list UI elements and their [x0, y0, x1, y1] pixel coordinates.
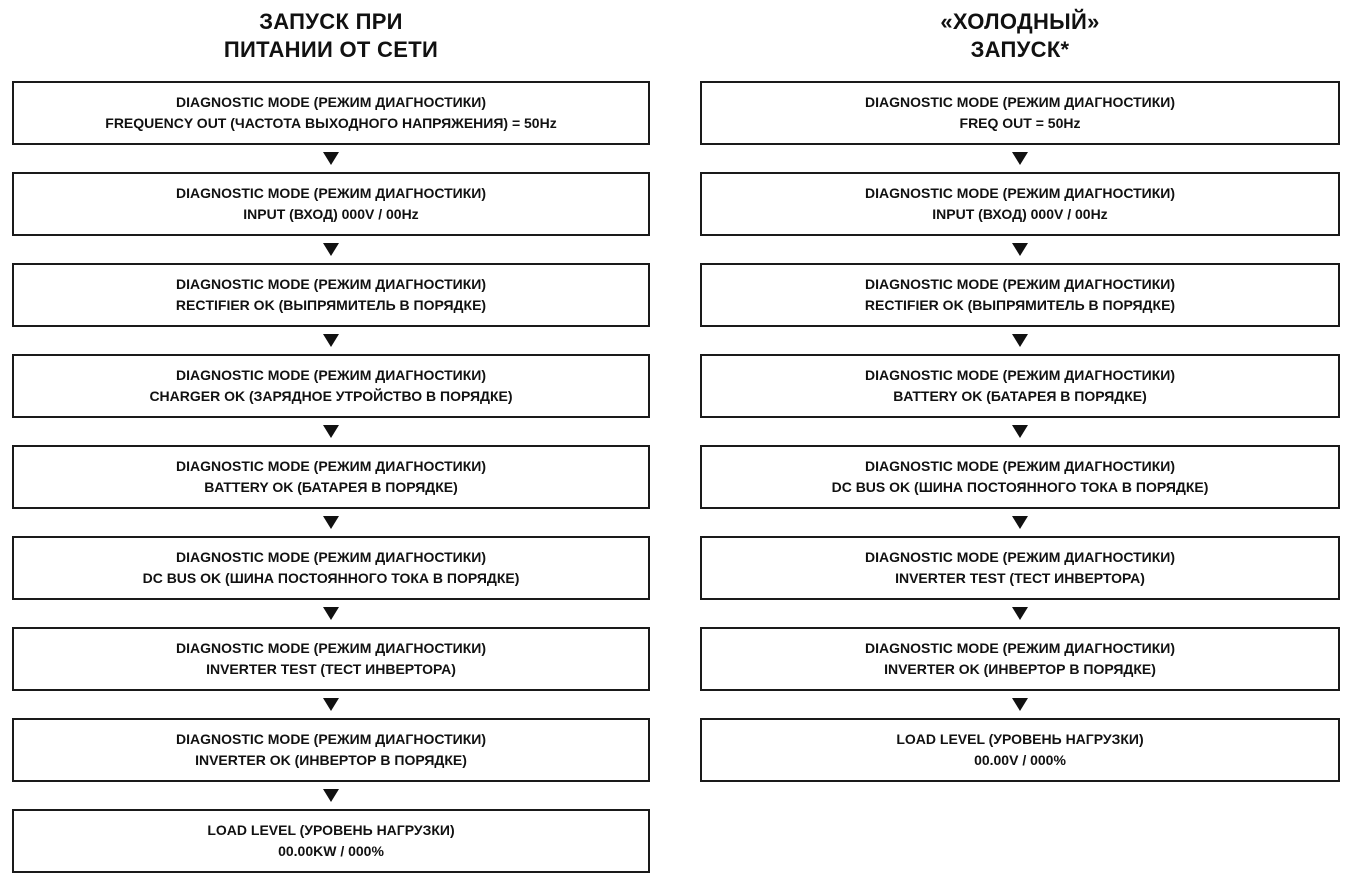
flow-step-box [12, 445, 650, 509]
step-line: INVERTER TEST (ТЕСТ ИНВЕРТОРА) [206, 661, 456, 677]
step-line: DIAGNOSTIC MODE (РЕЖИМ ДИАГНОСТИКИ) [864, 549, 1175, 565]
step-line: DIAGNOSTIC MODE (РЕЖИМ ДИАГНОСТИКИ) [864, 276, 1175, 292]
cold-startup-title [940, 0, 1099, 81]
flow-step-box [12, 354, 650, 418]
cold-startup-column [700, 0, 1340, 782]
down-arrow-icon [12, 782, 650, 809]
down-arrow-icon [700, 145, 1340, 172]
step-line: DIAGNOSTIC MODE (РЕЖИМ ДИАГНОСТИКИ) [864, 640, 1175, 656]
step-line: DIAGNOSTIC MODE (РЕЖИМ ДИАГНОСТИКИ) [175, 94, 486, 110]
title-line: «ХОЛОДНЫЙ» [940, 9, 1100, 34]
down-arrow-icon [12, 236, 650, 263]
step-line: INVERTER TEST (ТЕСТ ИНВЕРТОРА) [895, 570, 1145, 586]
down-arrow-icon [700, 691, 1340, 718]
mains-startup-title [224, 0, 438, 81]
step-line: RECTIFIER OK (ВЫПРЯМИТЕЛЬ В ПОРЯДКЕ) [175, 297, 487, 313]
step-line: CHARGER OK (ЗАРЯДНОЕ УТРОЙСТВО В ПОРЯДКЕ) [149, 388, 513, 404]
flow-step-box [12, 718, 650, 782]
title-line: ЗАПУСК ПРИ [259, 9, 403, 34]
flow-step-box [700, 354, 1340, 418]
flow-step-box [12, 627, 650, 691]
step-line: DIAGNOSTIC MODE (РЕЖИМ ДИАГНОСТИКИ) [175, 458, 486, 474]
step-line: DC BUS OK (ШИНА ПОСТОЯННОГО ТОКА В ПОРЯДКЕ) [142, 570, 520, 586]
down-arrow-icon [12, 509, 650, 536]
flow-step-box [12, 809, 650, 873]
step-line: FREQ OUT = 50Hz [959, 115, 1081, 131]
title-line: ЗАПУСК* [970, 37, 1070, 62]
step-line: DC BUS OK (ШИНА ПОСТОЯННОГО ТОКА В ПОРЯДКЕ) [831, 479, 1209, 495]
flow-step-box [700, 263, 1340, 327]
down-arrow-icon [12, 600, 650, 627]
step-line: DIAGNOSTIC MODE (РЕЖИМ ДИАГНОСТИКИ) [175, 640, 486, 656]
step-line: DIAGNOSTIC MODE (РЕЖИМ ДИАГНОСТИКИ) [864, 367, 1175, 383]
flow-step-box [700, 172, 1340, 236]
down-arrow-icon [700, 600, 1340, 627]
down-arrow-icon [12, 691, 650, 718]
step-line: LOAD LEVEL (УРОВЕНЬ НАГРУЗКИ) [207, 822, 455, 838]
step-line: INPUT (ВХОД) 000V / 00Hz [243, 206, 419, 222]
step-line: BATTERY OK (БАТАРЕЯ В ПОРЯДКЕ) [204, 479, 458, 495]
down-arrow-icon [12, 145, 650, 172]
flow-step-box [700, 81, 1340, 145]
flow-step-box [12, 536, 650, 600]
step-line: DIAGNOSTIC MODE (РЕЖИМ ДИАГНОСТИКИ) [175, 549, 486, 565]
step-line: DIAGNOSTIC MODE (РЕЖИМ ДИАГНОСТИКИ) [864, 458, 1175, 474]
flow-step-box [12, 263, 650, 327]
flow-step-box [700, 536, 1340, 600]
step-line: 00.00KW / 000% [278, 843, 384, 859]
flow-step-box [12, 81, 650, 145]
down-arrow-icon [700, 236, 1340, 263]
step-line: FREQUENCY OUT (ЧАСТОТА ВЫХОДНОГО НАПРЯЖЕНИЯ) = 50Hz [105, 115, 557, 131]
flow-step-box [700, 445, 1340, 509]
step-line: DIAGNOSTIC MODE (РЕЖИМ ДИАГНОСТИКИ) [864, 94, 1175, 110]
title-line: ПИТАНИИ ОТ СЕТИ [223, 37, 439, 62]
down-arrow-icon [12, 327, 650, 354]
step-line: INVERTER OK (ИНВЕРТОР В ПОРЯДКЕ) [884, 661, 1156, 677]
down-arrow-icon [12, 418, 650, 445]
step-line: DIAGNOSTIC MODE (РЕЖИМ ДИАГНОСТИКИ) [175, 731, 486, 747]
step-line: DIAGNOSTIC MODE (РЕЖИМ ДИАГНОСТИКИ) [175, 185, 486, 201]
step-line: DIAGNOSTIC MODE (РЕЖИМ ДИАГНОСТИКИ) [175, 367, 486, 383]
step-line: INPUT (ВХОД) 000V / 00Hz [932, 206, 1108, 222]
down-arrow-icon [700, 509, 1340, 536]
flow-step-box [12, 172, 650, 236]
step-line: 00.00V / 000% [974, 752, 1066, 768]
down-arrow-icon [700, 327, 1340, 354]
mains-startup-column [12, 0, 650, 873]
step-line: INVERTER OK (ИНВЕРТОР В ПОРЯДКЕ) [195, 752, 467, 768]
step-line: RECTIFIER OK (ВЫПРЯМИТЕЛЬ В ПОРЯДКЕ) [864, 297, 1176, 313]
step-line: BATTERY OK (БАТАРЕЯ В ПОРЯДКЕ) [893, 388, 1147, 404]
down-arrow-icon [700, 418, 1340, 445]
step-line: LOAD LEVEL (УРОВЕНЬ НАГРУЗКИ) [896, 731, 1144, 747]
step-line: DIAGNOSTIC MODE (РЕЖИМ ДИАГНОСТИКИ) [175, 276, 486, 292]
flow-step-box [700, 718, 1340, 782]
flow-step-box [700, 627, 1340, 691]
step-line: DIAGNOSTIC MODE (РЕЖИМ ДИАГНОСТИКИ) [864, 185, 1175, 201]
